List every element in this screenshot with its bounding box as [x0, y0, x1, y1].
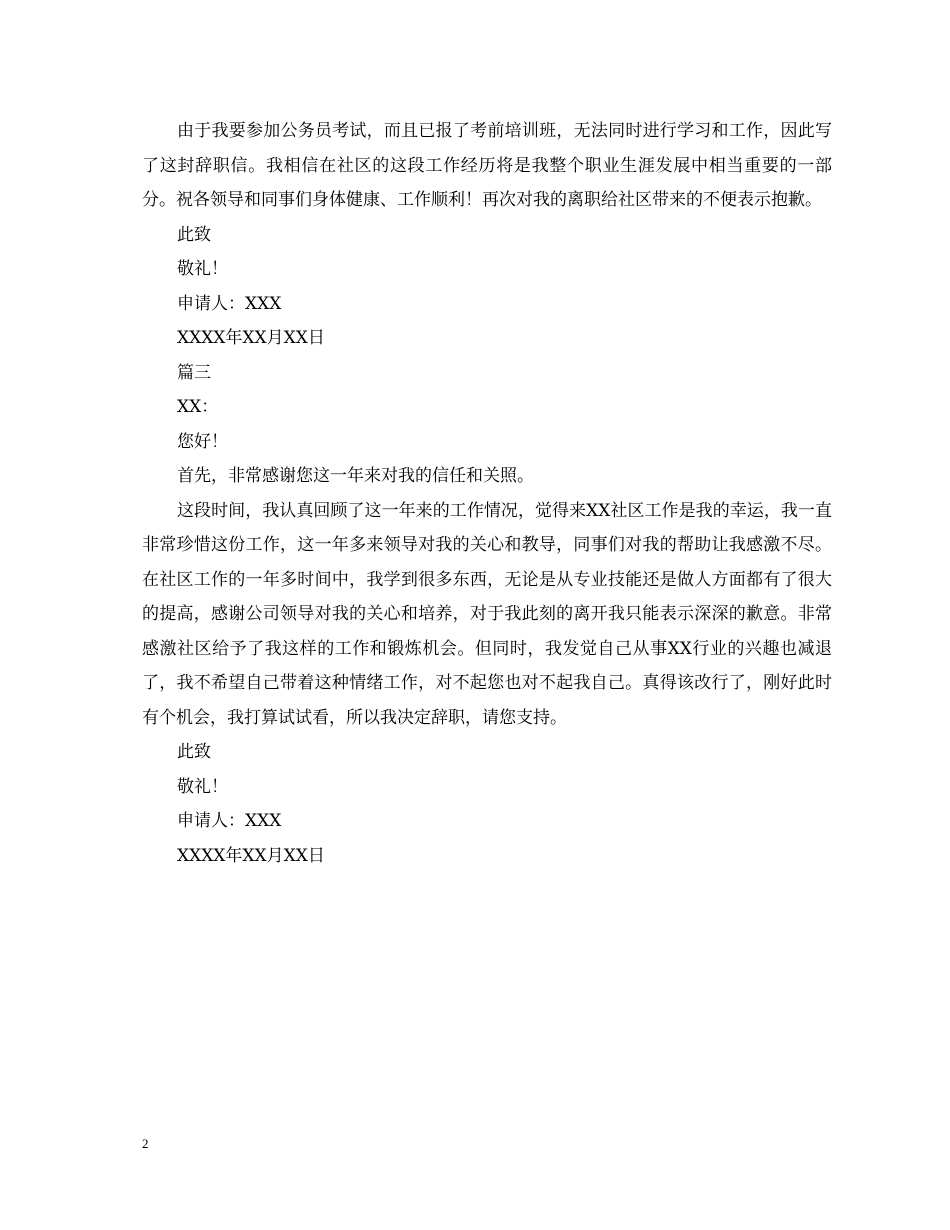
closing-regards-2: 敬礼！ — [177, 776, 228, 797]
resignation-paragraph-1: 由于我要参加公务员考试，而且已报了考前培训班，无法同时进行学习和工作，因此写了这封辞职信。我相信在社区的这段工作经历将是我整个职业生涯发展中相当重要的一部分。祝各领导和同事们身体健康、工作顺利！再次对我的离职给社区带来的不便表示抱歉。 — [142, 121, 832, 210]
page-number: 2 — [142, 1136, 149, 1151]
closing-regards-1: 敬礼！ — [177, 259, 228, 279]
document-body — [142, 114, 832, 873]
applicant-2: 申请人：XXX — [177, 811, 282, 831]
date-2: XXXX年XX月XX日 — [177, 845, 325, 866]
resignation-paragraph-2: 这段时间，我认真回顾了这一年来的工作情况，觉得来XX社区工作是我的幸运，我一直非常珍惜这份工作，这一年多来领导对我的关心和教导，同事们对我的帮助让我感激不尽。在社区工作的一年多时间中，我学到很多东西，无论是从专业技能还是做人方面都有了很大的提高，感谢公司领导对我的关心和培养，对于我此刻的离开我只能表示深深的歉意。非常感激社区给予了我这样的工作和锻炼机会。但同时，我发觉自己从事XX行业的兴趣也减退了，我不希望自己带着这种情绪工作，对不起您也对不起我自己。真得该改行了，刚好此时有个机会，我打算试试看，所以我决定辞职，请您支持。 — [142, 500, 832, 728]
section-heading: 篇三 — [177, 362, 211, 383]
closing-salutation-1: 此致 — [177, 224, 211, 245]
greeting: 您好！ — [177, 431, 228, 452]
salutation: XX： — [177, 397, 219, 417]
date-1: XXXX年XX月XX日 — [177, 328, 325, 348]
closing-salutation-2: 此致 — [177, 742, 211, 762]
intro-line: 首先，非常感谢您这一年来对我的信任和关照。 — [177, 466, 534, 486]
applicant-1: 申请人：XXX — [177, 293, 282, 314]
